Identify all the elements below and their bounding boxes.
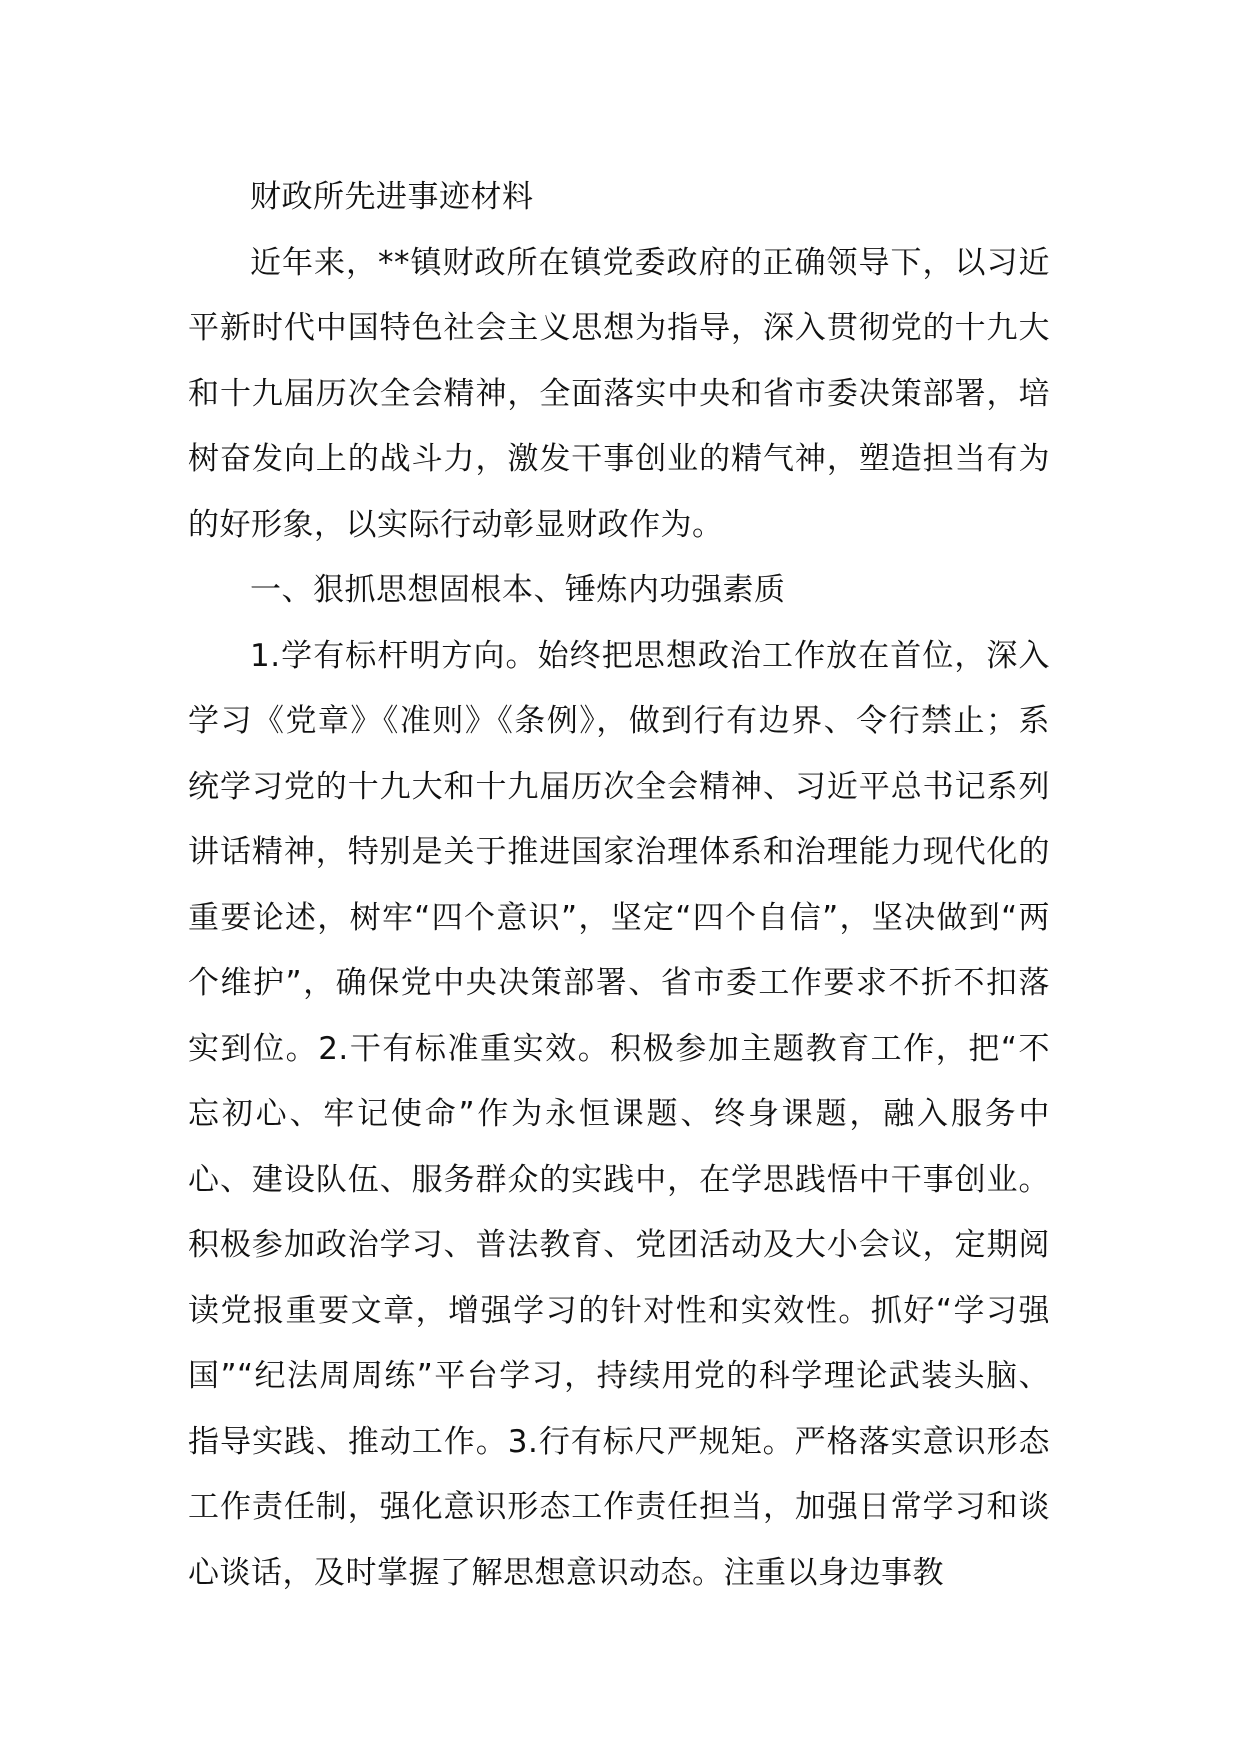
- paragraph-intro: 近年来，**镇财政所在镇党委政府的正确领导下，以习近平新时代中国特色社会主义思想为指导，深入贯彻党的十九大和十九届历次全会精神，全面落实中央和省市委决策部署，培树奋发向上的战斗力，激发干事创业的精气神，塑造担当有为的好形象，以实际行动彰显财政作为。: [188, 244, 1050, 543]
- paragraph-section-1: 1.学有标杆明方向。始终把思想政治工作放在首位，深入学习《党章》《准则》《条例》，做到行有边界、令行禁止；系统学习党的十九大和十九届历次全会精神、习近平总书记系列讲话精神，特别是关于推进国家治理体系和治理能力现代化的重要论述，树牢“四个意识”，坚定“四个自信”，坚决做到“两个维护”，确保党中央决策部署、省市委工作要求不折不扣落实到位。2.干有标准重实效。积极参加主题教育工作，把“不忘初心、牢记使命”作为永恒课题、终身课题，融入服务中心、建设队伍、服务群众的实践中，在学思践悟中干事创业。积极参加政治学习、普法教育、党团活动及大小会议，定期阅读党报重要文章，增强学习的针对性和实效性。抓好“学习强国”“纪法周周练”平台学习，持续用党的科学理论武装头脑、指导实践、推动工作。3.行有标尺严规矩。严格落实意识形态工作责任制，强化意识形态工作责任担当，加强日常学习和谈心谈话，及时掌握了解思想意识动态。注重以身边事教: [188, 637, 1050, 1591]
- section-heading-1: 一、狠抓思想固根本、锤炼内功强素质: [250, 572, 786, 608]
- document-title: 财政所先进事迹材料: [250, 179, 534, 215]
- document-body: [188, 165, 1050, 1606]
